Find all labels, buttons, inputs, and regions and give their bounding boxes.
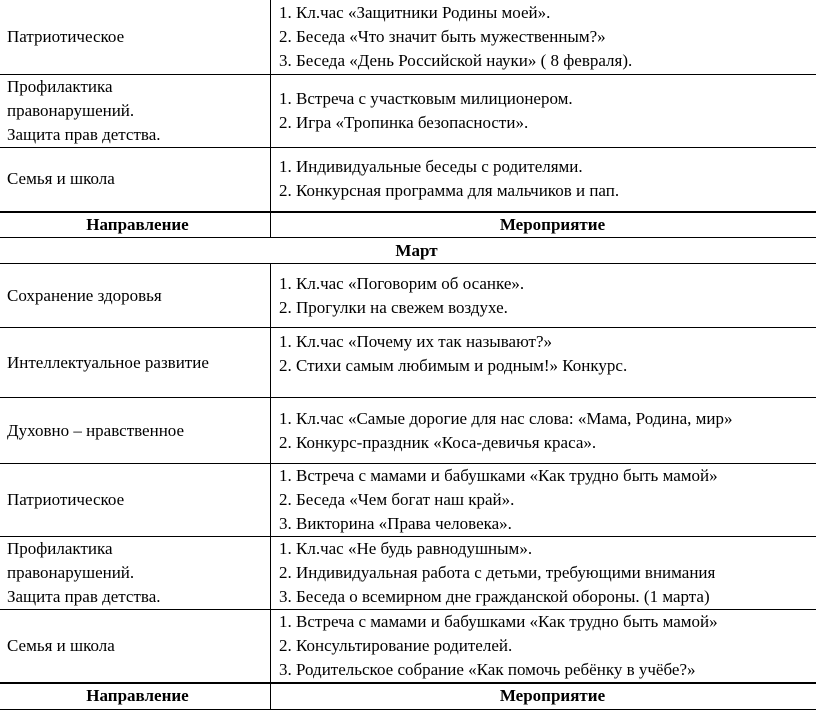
cell-line: 2. Стихи самым любимым и родным!» Конкурс. [279, 356, 628, 375]
cell-line: 1. Кл.час «Поговорим об осанке». [279, 273, 525, 293]
table-row [0, 148, 816, 212]
events-cell [271, 75, 816, 148]
events-cell [271, 264, 816, 328]
cell-line: Защита прав детства. [7, 587, 161, 606]
cell-line: 2. Игра «Тропинка безопасности». [279, 113, 529, 132]
cell-line: 1. Кл.час «Защитники Родины моей». [279, 2, 551, 22]
month-title: Март [0, 238, 816, 264]
events-cell [271, 537, 816, 610]
cell-line: Интеллектуальное развитие [7, 352, 209, 372]
cell-line: 2. Беседа «Что значит быть мужественным?» [279, 26, 606, 46]
direction-cell [0, 398, 271, 464]
table-row [0, 0, 816, 75]
direction-cell [0, 0, 271, 75]
cell-line: Защита прав детства. [7, 125, 161, 144]
cell-line: 2. Индивидуальная работа с детьми, требующими внимания [279, 563, 716, 582]
events-cell [271, 464, 816, 537]
cell-line: Профилактика [7, 77, 113, 96]
direction-cell [0, 610, 271, 684]
month-row [0, 238, 816, 264]
cell-line: 1. Встреча с мамами и бабушками «Как трудно быть мамой» [279, 612, 718, 631]
table-row [0, 610, 816, 684]
cell-line: 2. Беседа «Чем богат наш край». [279, 490, 515, 509]
cell-line: 1. Индивидуальные беседы с родителями. [279, 157, 583, 177]
cell-line: правонарушений. [7, 101, 135, 120]
table-row [0, 264, 816, 328]
cell-line: 2. Прогулки на свежем воздухе. [279, 297, 508, 317]
events-cell [271, 398, 816, 464]
table-row [0, 75, 816, 148]
cell-line: Патриотическое [7, 490, 125, 509]
cell-line: 1. Встреча с мамами и бабушками «Как трудно быть мамой» [279, 466, 718, 485]
cell-line: 2. Конкурс-праздник «Коса-девичья краса». [279, 432, 597, 452]
table-row [0, 464, 816, 537]
table-row [0, 537, 816, 610]
cell-line: Семья и школа [7, 636, 115, 655]
direction-cell [0, 75, 271, 148]
events-cell [271, 610, 816, 684]
events-cell [271, 0, 816, 75]
cell-line: 3. Родительское собрание «Как помочь ребёнку в учёбе?» [279, 660, 696, 679]
cell-line: Духовно – нравственное [7, 420, 185, 440]
cell-line: 1. Кл.час «Не будь равнодушным». [279, 539, 533, 558]
header-cell-direction: Направление [0, 683, 271, 709]
header-row [0, 212, 816, 238]
cell-line: правонарушений. [7, 563, 135, 582]
direction-cell [0, 148, 271, 212]
cell-line: Семья и школа [7, 169, 115, 189]
cell-line: Патриотическое [7, 26, 125, 46]
direction-cell [0, 464, 271, 537]
cell-line: 1. Встреча с участковым милиционером. [279, 89, 573, 108]
cell-line: Сохранение здоровья [7, 285, 162, 305]
cell-line: 2. Конкурсная программа для мальчиков и пап. [279, 181, 620, 201]
cell-line: 3. Беседа о всемирном дне гражданской обороны. (1 марта) [279, 587, 710, 606]
cell-line: Профилактика [7, 539, 113, 558]
cell-line: 3. Беседа «День Российской науки» ( 8 февраля). [279, 50, 633, 70]
header-row [0, 683, 816, 709]
direction-cell [0, 328, 271, 398]
events-cell [271, 148, 816, 212]
cell-line: 1. Кл.час «Почему их так называют?» [279, 332, 553, 351]
direction-cell [0, 537, 271, 610]
cell-line: 1. Кл.час «Самые дорогие для нас слова: «Мама, Родина, мир» [279, 408, 733, 428]
events-cell [271, 328, 816, 398]
cell-line: 2. Консультирование родителей. [279, 636, 513, 655]
table-row [0, 328, 816, 398]
cell-line: 3. Викторина «Права человека». [279, 514, 512, 533]
direction-cell [0, 264, 271, 328]
header-cell-events: Мероприятие [271, 212, 816, 238]
header-cell-direction: Направление [0, 212, 271, 238]
header-cell-events: Мероприятие [271, 683, 816, 709]
table-row [0, 398, 816, 464]
